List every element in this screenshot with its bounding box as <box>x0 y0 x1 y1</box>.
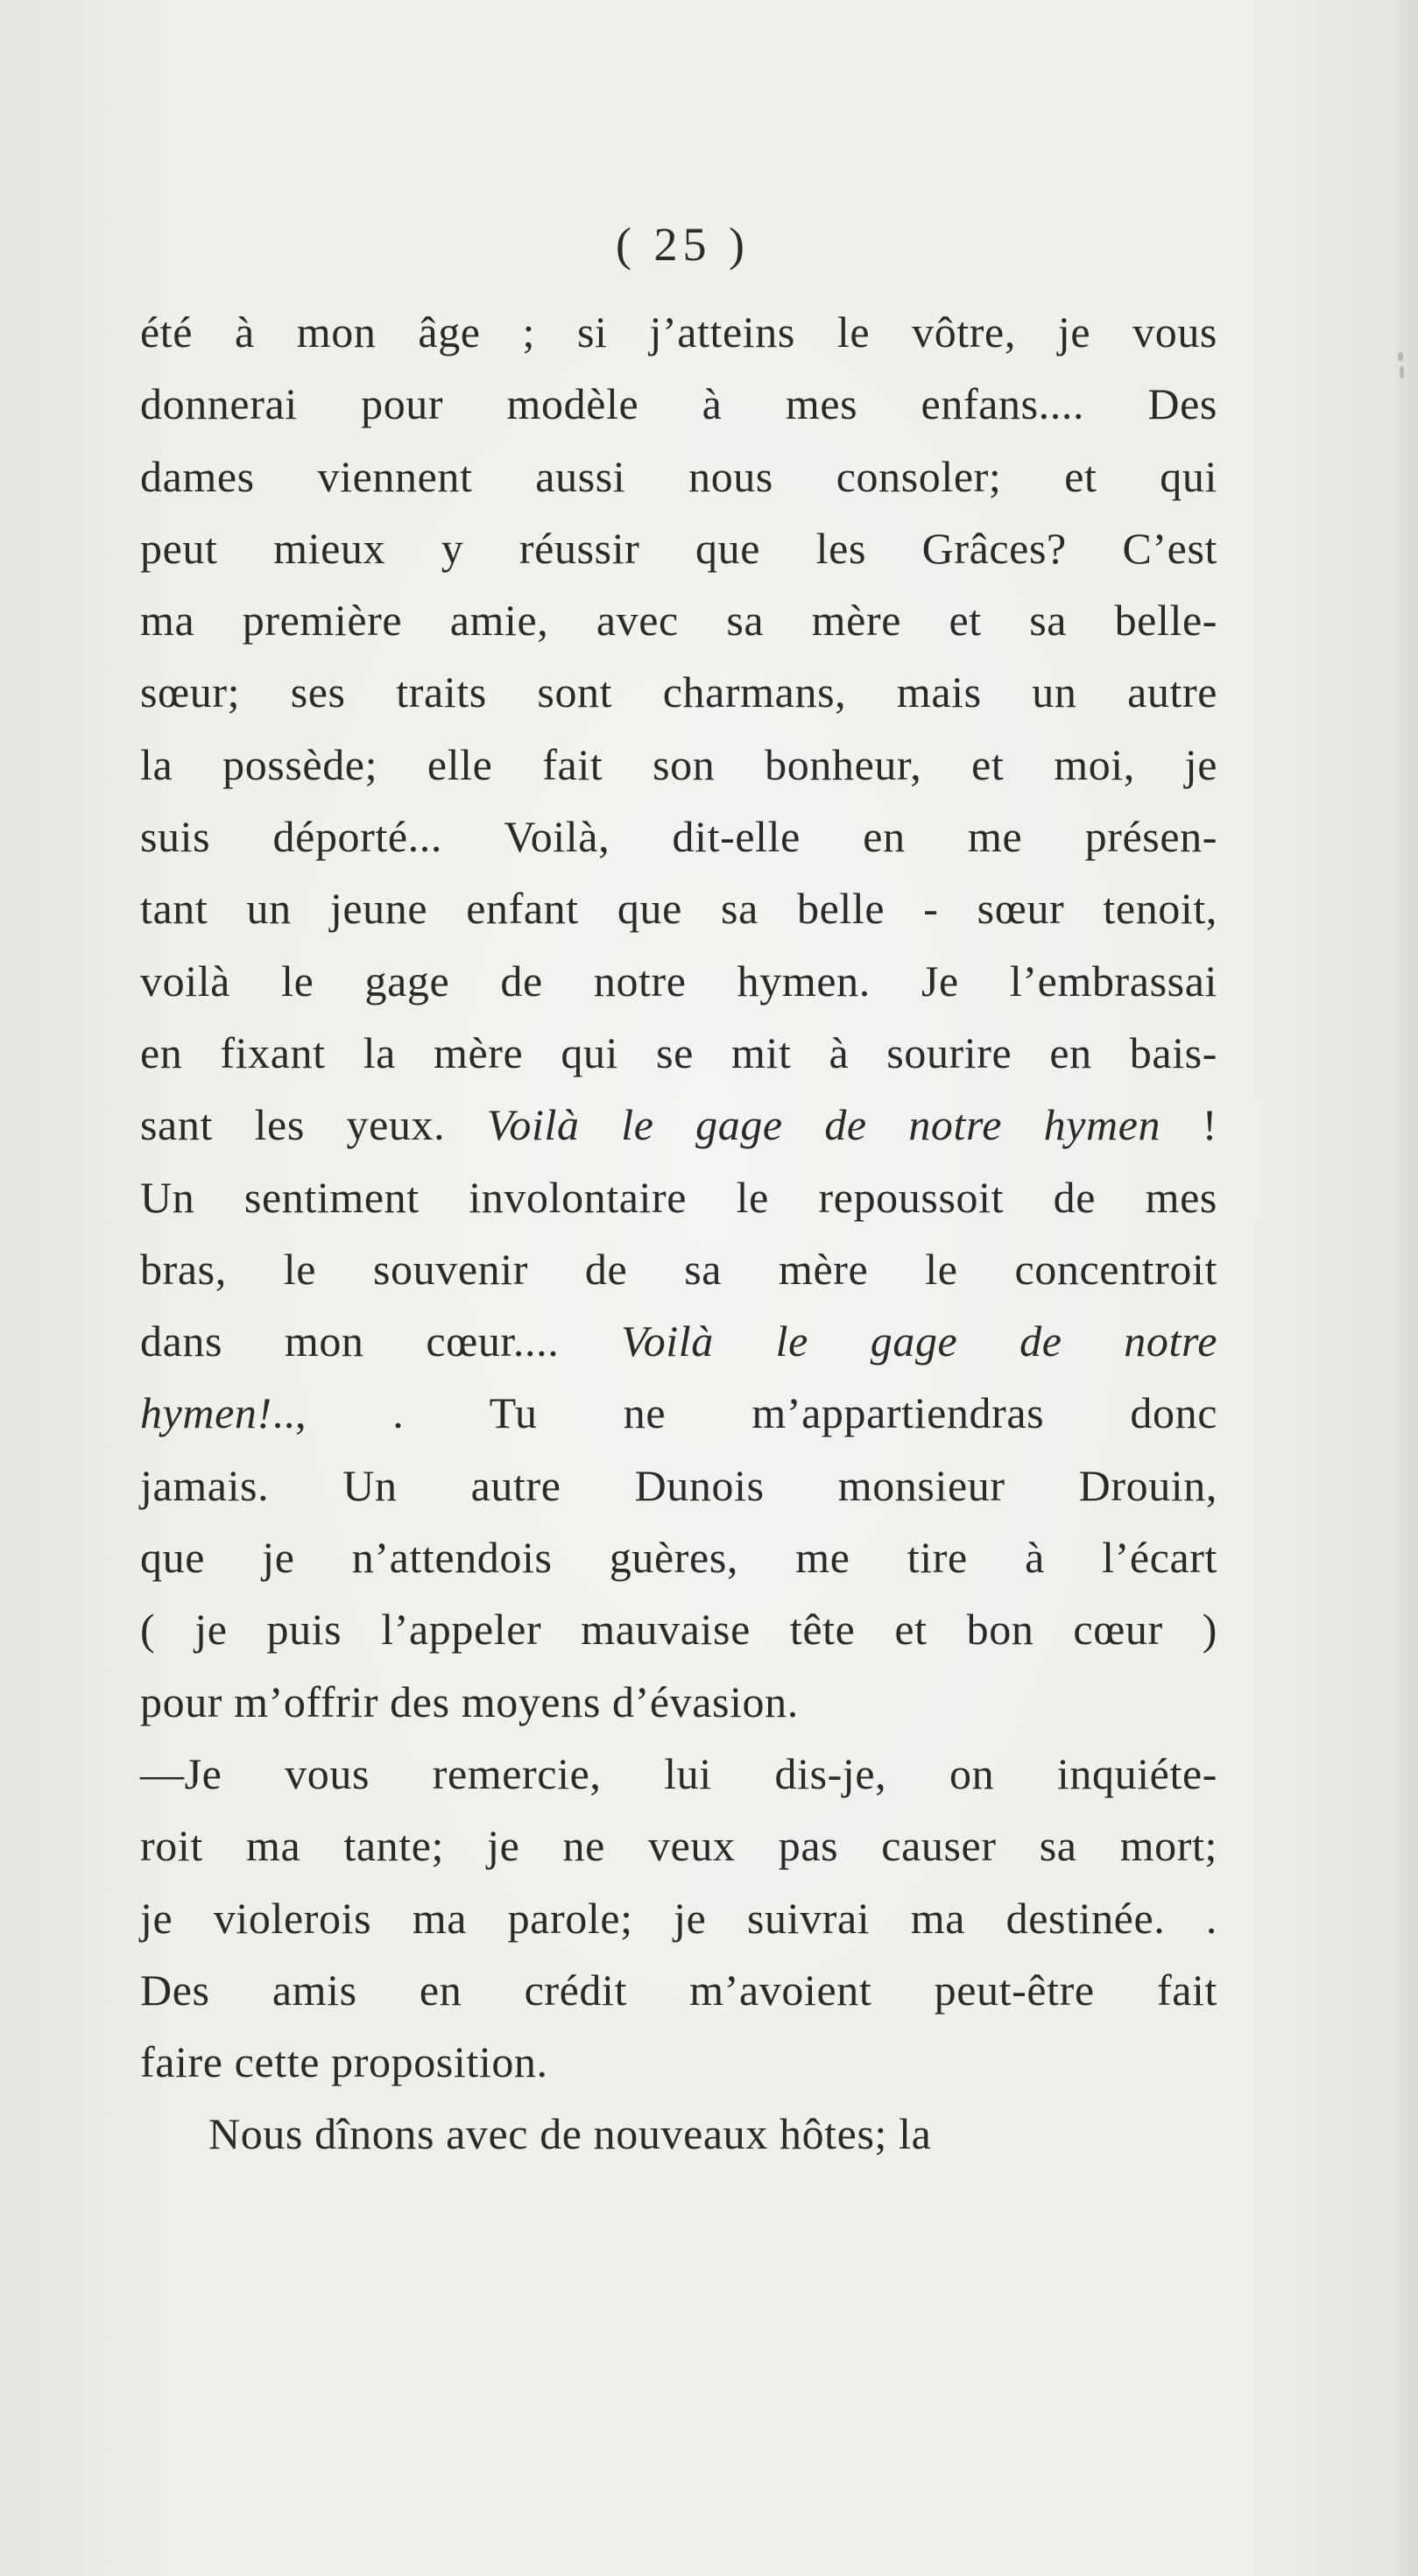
text-line <box>140 441 1217 512</box>
ink-speck <box>1398 352 1403 361</box>
text-line <box>140 1593 1217 1665</box>
text-line <box>140 801 1217 872</box>
text-line <box>140 1161 1217 1233</box>
text-segment: je violerois ma parole; je suivrai ma destinée. . <box>140 1893 1217 1943</box>
text-line <box>140 1954 1217 2026</box>
text-line <box>140 872 1217 944</box>
text-line <box>140 1089 1217 1161</box>
text-segment: voilà le gage de notre hymen. Je l’embrassai <box>140 956 1217 1006</box>
text-line <box>140 296 1217 368</box>
text-segment: jamais. Un autre Dunois monsieur Drouin, <box>140 1460 1217 1510</box>
text-segment: été à mon âge ; si j’atteins le vôtre, je vous <box>140 307 1217 356</box>
text-line <box>140 1305 1217 1377</box>
text-segment: Un sentiment involontaire le repoussoit de mes <box>140 1172 1217 1222</box>
text-segment: pour m’offrir des moyens d’évasion. <box>140 1676 799 1726</box>
text-segment: roit ma tante; je ne veux pas causer sa mort; <box>140 1821 1217 1871</box>
text-line <box>140 2026 1217 2098</box>
text-segment: .., . Tu ne m’appartiendras donc <box>272 1388 1217 1438</box>
text-line <box>140 1738 1217 1810</box>
text-line <box>140 729 1217 801</box>
text-segment: —Je vous remercie, lui dis-je, on inquiéte- <box>140 1748 1217 1798</box>
text-segment: dames viennent aussi nous consoler; et qui <box>140 451 1217 501</box>
text-line <box>140 512 1217 584</box>
text-line <box>140 656 1217 728</box>
text-segment: ! <box>1161 1100 1218 1150</box>
text-line <box>140 1450 1217 1521</box>
text-line <box>140 1521 1217 1593</box>
text-line <box>140 1882 1217 1954</box>
text-segment: dans mon cœur.... <box>140 1316 622 1366</box>
text-segment: faire cette proposition. <box>140 2037 548 2087</box>
text-line <box>140 945 1217 1017</box>
italic-text-segment: Voilà le gage de notre <box>621 1316 1217 1366</box>
text-segment: sœur; ses traits sont charmans, mais un autre <box>140 667 1217 717</box>
text-line <box>140 1810 1217 1881</box>
text-segment: suis déporté... Voilà, dit-elle en me présen- <box>140 812 1217 862</box>
text-line <box>140 1233 1217 1305</box>
text-segment: Des amis en crédit m’avoient peut-être fait <box>140 1965 1217 2015</box>
italic-text-segment: hymen! <box>140 1388 272 1438</box>
text-segment: donnerai pour modèle à mes enfans.... Des <box>140 379 1217 429</box>
body-text <box>140 296 1217 2170</box>
italic-text-segment: Voilà le gage de notre hymen <box>486 1100 1161 1150</box>
page-number: ( 25 ) <box>616 218 750 271</box>
text-line <box>140 584 1217 656</box>
text-line <box>140 1377 1217 1449</box>
text-segment: la possède; elle fait son bonheur, et moi, je <box>140 739 1217 789</box>
page-edge-shadow <box>1392 0 1418 2576</box>
text-segment: ma première amie, avec sa mère et sa belle- <box>140 596 1217 646</box>
text-line <box>140 2098 1217 2170</box>
text-line <box>140 368 1217 440</box>
text-segment: sant les yeux. <box>140 1100 487 1150</box>
text-line <box>140 1017 1217 1089</box>
text-segment: bras, le souvenir de sa mère le concentroit <box>140 1244 1217 1294</box>
text-line <box>140 1666 1217 1738</box>
text-segment: tant un jeune enfant que sa belle - sœur tenoit, <box>140 884 1217 934</box>
text-segment: en fixant la mère qui se mit à sourire en bais- <box>140 1027 1217 1077</box>
text-segment: peut mieux y réussir que les Grâces? C’est <box>140 523 1217 573</box>
text-segment: Nous dînons avec de nouveaux hôtes; la <box>208 2109 932 2159</box>
text-segment: ( je puis l’appeler mauvaise tête et bon cœur ) <box>140 1605 1217 1655</box>
text-segment: que je n’attendois guères, me tire à l’écart <box>140 1533 1217 1583</box>
ink-speck <box>1400 366 1404 378</box>
